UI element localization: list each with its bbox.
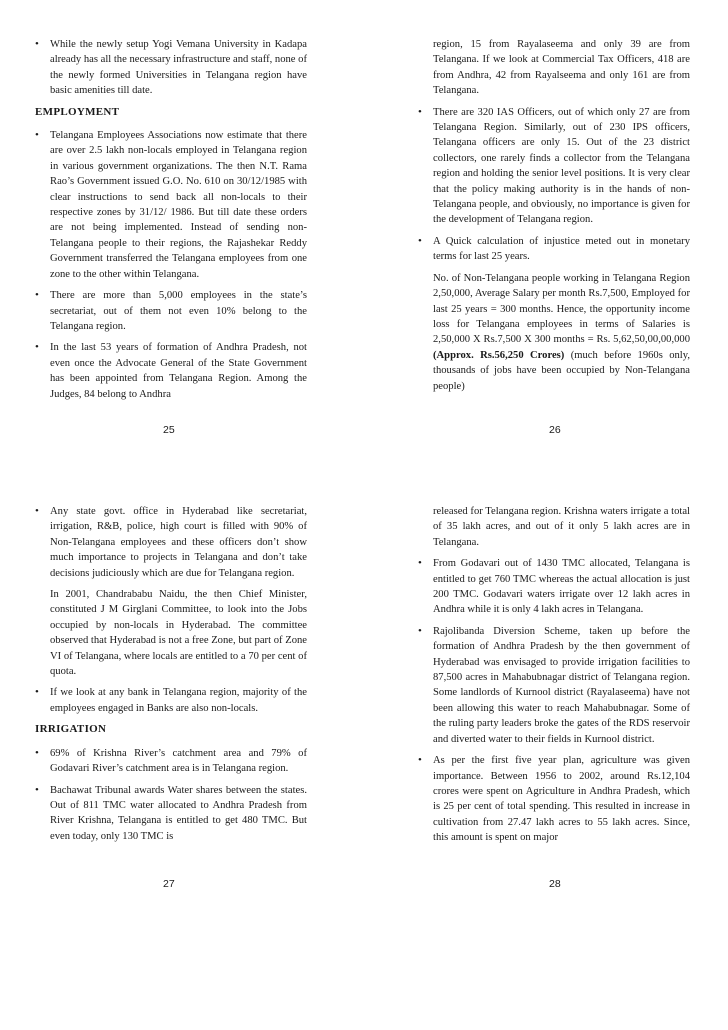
p26-calc-tail: (much before 1960s only, thousands of jobs have been occupied by Non-Telangana people) [433,349,691,392]
page-27-column [35,504,307,850]
p27-girglani-paragraph: In 2001, Chandrababu Naidu, the then Chief Minister, constituted J M Girglani Committee, to look into the Jobs occupied by non-locals in Hyderabad. The committee observed that Hyderabad is not a free Zone, but part of Zone VI of Telangana, where locals are entitled to a 70 per cent of quota. [50,589,307,678]
p28-bullet-godavari: • From Godavari out of 1430 TMC allocated, Telangana is entitled to get 760 TMC whereas the actual allocation is just 200 TMC. Godavari waters irrigate over 12 lakh acres in Andhra while it is only 4 lakh acres in Telangana. [418,556,690,618]
p25-bullet-secretariat: • There are more than 5,000 employees in the state’s secretariat, out of them not even 10% belong to the Telangana region. [35,288,307,334]
p28-continuation: released for Telangana region. Krishna waters irrigate a total of 35 lakh acres, and out of it only 5 lakh acres are in Telangana. [433,506,690,548]
p27-bullet-catchment: • 69% of Krishna River’s catchment area and 79% of Godavari River’s catchment area is in Telangana region. [35,746,307,777]
p26-bullet-quick-calculation: • A Quick calculation of injustice meted out in monetary terms for last 25 years. [418,234,690,265]
page-28-column [418,504,690,852]
p27-bullet-banks: • If we look at any bank in Telangana region, majority of the employees engaged in Banks are also non-locals. [35,685,307,716]
p26-bullet-ias-officers: • There are 320 IAS Officers, out of which only 27 are from Telangana Region. Similarly, out of 230 IPS officers, Telangana officers are only 15. Out of the 23 district collectors, one rarely finds a collector from the Telangana region and holding the senior level positions. It is very clear that the policy making authority is in the hands of non-Telangana people, and obviously, no importance is given for the development of Telangana region. [418,105,690,228]
irrigation-heading: IRRIGATION [35,723,107,736]
page-number-26: 26 [549,424,561,436]
page-26-column [418,37,690,400]
p26-calc-text: No. of Non-Telangana people working in Telangana Region 2,50,000, Average Salary per month Rs.7,500, Employed for last 25 years = 300 months. Hence, the opportunity income loss for Telangana employees in terms of Salaries is 2,50,000 X Rs.7,500 X 300 months = Rs. 5,62,50,00,00,000 [433,272,690,346]
page-number-27: 27 [163,878,175,890]
p26-calculation [418,271,690,394]
p25-bullet-university: • While the newly setup Yogi Vemana University in Kadapa already has all the necessary infrastructure and staff, none of the newly formed Universities in Telangana region have basic amenities till date. [35,37,307,99]
p28-bullet-agriculture: • As per the first five year plan, agriculture was given importance. Between 1956 to 2002, around Rs.12,104 crores were spent on Agriculture in Andhra Pradesh, which is 25 per cent of total spending. This resulted in increase in cultivation from 27.47 lakh acres to 55 lakh acres. Since, this amount is spent on major [418,753,690,845]
p27-bullet-hyderabad-offices: • Any state govt. office in Hyderabad like secretariat, irrigation, R&B, police, high court is filled with 90% of Non-Telangana employees and these officers don’t show much importance to projects in Telangana and don’t take decisions judiciously which are due for Telangana region. [35,504,307,581]
p27-bullet-bachawat: • Bachawat Tribunal awards Water shares between the states. Out of 811 TMC water allocated to Andhra Pradesh from River Krishna, Telangana is entitled to get 480 TMC. But even today, only 130 TMC is [35,783,307,845]
p26-calc-bold: (Approx. Rs.56,250 Crores) [433,349,565,361]
employment-heading: EMPLOYMENT [35,105,120,118]
page-25-column [35,37,307,408]
p28-bullet-rajolibanda: • Rajolibanda Diversion Scheme, taken up before the formation of Andhra Pradesh by the then government of Hyderabad was envisaged to provide irrigation facilities to 87,500 acres in Mahabubnagar district of Telangana region. Some landlords of Kurnool district (Rayalaseema) have not been allowing this water to reach Mahabubnagar. Some of the ruling party leaders broke the gates of the RDS reservoir and diverted water to their fields in Kurnool district. [418,624,690,747]
p26-continuation: region, 15 from Rayalaseema and only 39 are from Telangana. If we look at Commercial Tax Officers, 418 are from Andhra, 42 from Rayalseema and only 161 are from Telangana. [433,39,690,97]
p25-bullet-advocate-general: • In the last 53 years of formation of Andhra Pradesh, not even once the Advocate General of the State Government has been appointed from Telangana Region. Among the Judges, 84 belong to Andhra [35,340,307,402]
page-number-28: 28 [549,878,561,890]
page-number-25: 25 [163,424,175,436]
p25-bullet-non-locals: • Telangana Employees Associations now estimate that there are over 2.5 lakh non-locals employed in Telangana region in various government organizations. The then N.T. Rama Rao’s Government issued G.O. No. 610 on 30/12/1985 with clear instructions to send back all non-locals to their respective zones by 31/12/ 1986. But till date these orders are not being implemented. Instead of sending non-Telangana people to their regions, the Rajashekar Reddy Government transferred the Telangana employees from one zone to the other within Telangana. [35,128,307,282]
